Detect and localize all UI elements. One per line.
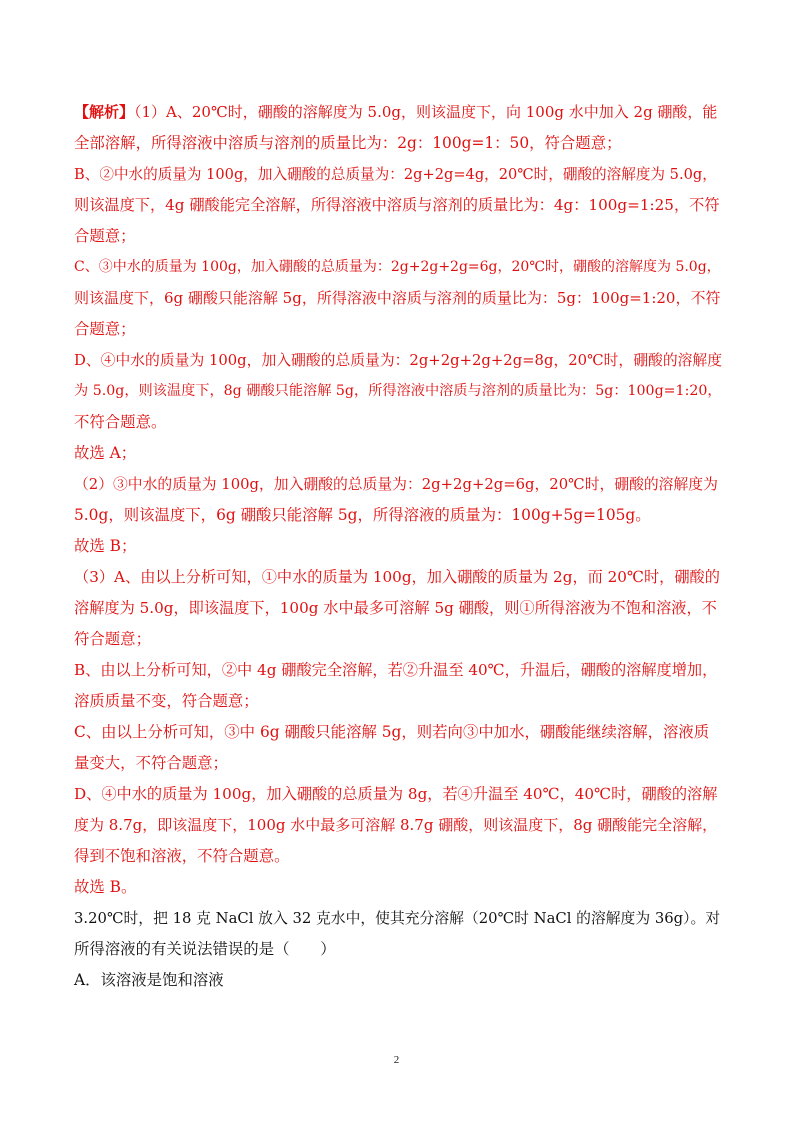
text-line-1-body: （1）A、20℃时，硼酸的溶解度为 5.0g，则该温度下，向 100g 水中加入 2g 硼酸，能 <box>134 103 718 121</box>
answer-option-a: A．该溶液是饱和溶液 <box>74 971 224 989</box>
text-line-18: 符合题意； <box>74 630 151 648</box>
text-line-8: 合题意； <box>74 320 136 338</box>
text-line-9: D、④中水的质量为 100g，加入硼酸的总质量为：2g+2g+2g+2g=8g，20℃时，硼酸的溶解度 <box>74 352 723 369</box>
text-line-26: 故选 B。 <box>74 878 137 896</box>
text-line-2: 全部溶解，所得溶液中溶质与溶剂的质量比为：2g：100g=1：50，符合题意； <box>74 134 622 152</box>
text-line-10: 为 5.0g，则该温度下，8g 硼酸只能溶解 5g，所得溶液中溶质与溶剂的质量比为：5g：100g=1:20， <box>74 383 722 399</box>
text-line-12: 故选 A； <box>74 444 137 462</box>
text-line-22: 量变大，不符合题意； <box>74 754 228 772</box>
question-stem-line-1: 3.20℃时，把 18 克 NaCl 放入 32 克水中，使其充分溶解（20℃时 NaCl 的溶解度为 36g）。对 <box>74 910 721 927</box>
text-line-1 <box>74 97 724 128</box>
text-line-11: 不符合题意。 <box>74 413 167 431</box>
text-line-3: B、②中水的质量为 100g，加入硼酸的总质量为：2g+2g=4g，20℃时，硼酸的溶解度为 5.0g， <box>74 166 717 183</box>
text-line-16: （3）A、由以上分析可知，①中水的质量为 100g，加入硼酸的质量为 2g，而 20℃时，硼酸的 <box>74 568 720 586</box>
text-line-17: 溶解度为 5.0g，即该温度下，100g 水中最多可溶解 5g 硼酸，则①所得溶液为不饱和溶液，不 <box>74 599 717 617</box>
analysis-label: 【解析】 <box>74 103 135 121</box>
text-line-6: C、③中水的质量为 100g，加入硼酸的总质量为：2g+2g+2g=6g，20℃时，硼酸的溶解度为 5.0g， <box>74 259 721 275</box>
text-line-5: 合题意； <box>74 227 136 245</box>
text-line-19: B、由以上分析可知，②中 4g 硼酸完全溶解，若②升温至 40℃，升温后，硼酸的溶解度增加， <box>74 661 718 679</box>
text-line-14: 5.0g，则该温度下，6g 硼酸只能溶解 5g，所得溶液的质量为：100g+5g=105g。 <box>74 506 651 524</box>
text-line-7: 则该温度下，6g 硼酸只能溶解 5g，所得溶液中溶质与溶剂的质量比为：5g：100g=1:20，不符 <box>74 289 721 307</box>
page-number: 2 <box>393 1054 400 1066</box>
text-line-20: 溶质质量不变，符合题意； <box>74 692 259 710</box>
text-line-4: 则该温度下，4g 硼酸能完全溶解，所得溶液中溶质与溶剂的质量比为：4g：100g=1:25，不符 <box>74 196 720 214</box>
text-line-24: 度为 8.7g，即该温度下，100g 水中最多可溶解 8.7g 硼酸，则该温度下，8g 硼酸能完全溶解， <box>74 816 718 834</box>
text-line-15: 故选 B； <box>74 537 137 555</box>
question-stem-line-2: 所得溶液的有关说法错误的是（ ） <box>74 940 336 958</box>
text-line-25: 得到不饱和溶液，不符合题意。 <box>74 847 290 865</box>
text-line-13: （2）③中水的质量为 100g，加入硼酸的总质量为：2g+2g+2g=6g，20℃时，硼酸的溶解度为 <box>74 476 718 493</box>
page-content <box>74 97 724 996</box>
text-line-23: D、④中水的质量为 100g，加入硼酸的总质量为 8g，若④升温至 40℃，40℃时，硼酸的溶解 <box>74 785 718 803</box>
text-line-21: C、由以上分析可知，③中 6g 硼酸只能溶解 5g，则若向③中加水，硼酸能继续溶解，溶液质 <box>74 723 710 741</box>
